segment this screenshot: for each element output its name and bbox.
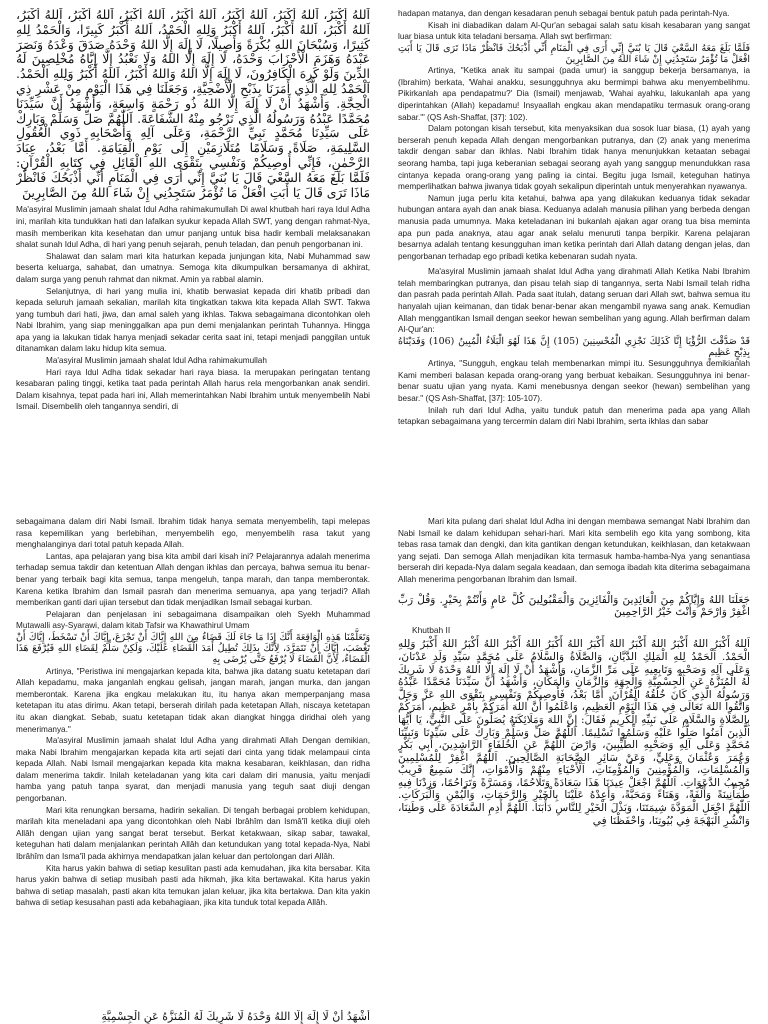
column-top-right	[398, 8, 750, 500]
paragraph: Mari kita pulang dari shalat Idul Adha ini dengan membawa semangat Nabi Ibrahim dan Nabi Ismail ke dalam kehidupan sehari-hari. Mari kita sembelih ego kita yang sombong, kita tebas rasa tamak dan dengki, dan kita gantikan dengan ketundukan, keikhlasan, dan ketakwaan yang sejati. Dan semoga Allah menjadikan kita termasuk hamba-hamba-Nya yang senantiasa berserah diri kepada-Nya dalam segala keadaan, dan semoga ibadah kita diterima sebagaimana Allah menerima pengorbanan Ibrahim dan Ismail.	[398, 517, 750, 584]
arabic-closing-prayer: جَعَلَنَا اللهُ وَإِيَّاكُمْ مِنَ الْعَائِدِينَ وَالْفَائِزِينَ وَالْمَقْبُولِينَ كُلَّ عَامٍ وَأَنْتُمْ بِخَيْرٍ. وَقُلْ رَبِّ اغْفِرْ وَارْحَمْ وَأَنْتَ خَيْرُ الرَّاحِمِينَ	[398, 593, 750, 619]
paragraph: Kisah ini diabadikan dalam Al-Qur'an sebagai salah satu kisah kesabaran yang sangat luar biasa untuk kita teladani bersama. Allah swt berfirman:	[398, 20, 750, 42]
paragraph: Selanjutnya, di hari yang mulia ini, khatib berwasiat kepada diri khatib pribadi dan kepada seluruh jamaah sekalian, marilah kita tingkatkan takwa kita kepada Allah SWT. Takwa yang tumbuh dari hati, jiwa, dan amal saleh yang ikhlas. Takwa sebagaimana dicontohkan oleh Nabi Ibrahim, yang siap meninggalkan apa pun demi menjalankan perintah Tuhannya. Hingga apa yang ia lakukan tidak hanya menjadi sekadar cerita saat ini, tetapi menjadi panggilan untuk ditanamkan dalam laku hidup kita semua.	[16, 286, 370, 354]
paragraph: Dalam potongan kisah tersebut, kita menyaksikan dua sosok luar biasa, (1) ayah yang berserah penuh kepada Allah dengan mengorbankan putranya, dan (2) anak yang menerima takdir dengan sabar dan ikhlas. Nabi Ibrahim tidak hanya menunjukkan ketaatan sebagai seorang hamba, tapi juga keberanian sebagai seorang ayah yang sanggup menundukkan rasa cintanya kepada orang-orang yang paling ia cintai. Begitu juga Ismail, keteguhan hatinya memperlihatkan bahwa jiwanya tidak goyah sekalipun diperintah untuk menyerahkan nyawanya.	[398, 124, 750, 192]
paragraph: Artinya, "Peristiwa ini mengajarkan kepada kita, bahwa jika datang suatu ketetapan dari Allah kepadamu, maka janganlah engkau gelisah, jangan marah, jangan murka, dan jangan memberontak. Karena jika engkau melakukan itu, itu hanya akan memperpanjang masa ketetapan itu atas dirimu. Akan tetapi, berserah dirilah pada ketetapan Allah, niscaya ketetapan itu akan diangkat. Sebab, suatu ketetapan tidak akan diangkat hingga diridhai oleh yang menerimanya."	[16, 666, 370, 734]
column-bottom-left	[16, 516, 370, 988]
paragraph: Kita harus yakin bahwa di setiap kesulitan pasti ada kemudahan, jika kita bersabar. Kita harus yakin bahwa di setiap musibah pasti ada hikmah, jika kita bertawakal. Kita harus yakin bahwa di setiap masalah, pasti akan kita temukan jalan keluar, jika kita bertakwa. Dan kita yakin bahwa di setiap kesusahan pasti ada kebahagiaan, jika kita tunduk total kepada Allâh.	[16, 863, 370, 908]
khutbah-heading: Khutbah II	[412, 624, 451, 635]
paragraph: Namun juga perlu kita ketahui, bahwa apa yang dilakukan keduanya tidak sekadar hubungan antara ayah dan anak biasa. Keduanya adalah manusia pilihan yang berbeda dengan manusia pada umumnya. Maka keteladanan ini bukanlah ajakan agar orang tua bisa meminta apa pun pada anaknya, atau agar anak selalu menuruti tanpa berpikir. Karena pelajaran besarnya adalah tentang kesungguhan iman ketika perintah dari Allah datang dengan jelas, dan pengorbanan terhadap ego pribadi ketika kebenaran sudah nyata.	[398, 193, 750, 261]
paragraph: Lantas, apa pelajaran yang bisa kita ambil dari kisah ini? Pelajarannya adalah menerima terhadap semua takdir dan ketentuan Allah dengan ikhlas dan percaya, bahwa semua itu benar-benar yang terbaik bagi kita semua, tanpa mengeluh, tanpa marah, dan tanpa memberontak. Karena ketika Ibrahim dan Ismail pasrah dan menerima semuanya, apa yang terjadi? Allah memberikan ganti dari ujian tersebut dan tidak menjadikan Ismail sebagai kurban.	[16, 551, 370, 608]
paragraph: Mari kita renungkan bersama, hadirin sekalian. Di tengah berbagai problem kehidupan, marilah kita meneladani apa yang dicontohkan oleh Nabi Ibrâhîm dan Ismâ'îl ketika diuji oleh Allâh dengan ujian yang sangat berat tersebut. Berkat ketakwaan, sikap sabar, tawakal, keteguhan hati dalam menjalankan perintah Allâh dan ketundukan yang total kepada-Nya, Nabi Ibrâhîm dan Isma'îl pada akhirnya mendapatkan jalan keluar dan pertolongan dari Allâh.	[16, 805, 370, 862]
paragraph: Pelajaran dan penjelasan ini sebagaimana disampaikan oleh Syekh Muhammad Mutawalli asy-Syarawi, dalam kitab Tafsir wa Khawathirul Umam	[16, 609, 370, 631]
paragraph: Shalawat dan salam mari kita haturkan kepada junjungan kita, Nabi Muhammad saw beserta keluarga, sahabat, dan umatnya. Semoga kita dikumpulkan bersamanya di akhirat, dalam surga yang penuh rahmat dan nikmat. Amin ya rabbal alamin.	[16, 251, 370, 284]
paragraph: Ma'asyiral Muslimin jamaah shalat Idul Adha rahimakumullah	[46, 356, 267, 366]
arabic-cutoff-line: أَشْهَدُ أَنْ لَا إِلَهَ إِلَّا اللهُ وَحْدَهُ لَا شَرِيكَ لَهُ الْمُنَزَّهُ عَنِ الْجِسْمِيَّةِ	[101, 1010, 370, 1023]
arabic-verse: فَلَمَّا بَلَغَ مَعَهُ السَّعْيَ قَالَ يَا بُنَيَّ إِنِّي أَرَى فِي الْمَنَامِ أَنِّي أَذْبَحُكَ فَانْظُرْ مَاذَا تَرَى قَالَ يَا أَبَتِ افْعَلْ مَا تُؤْمَرُ سَتَجِدُنِي إِنْ شَاءَ اللهُ مِنَ الصَّابِرِينَ	[398, 42, 750, 65]
paragraph: Ma'asyiral Muslimin jamaah shalat Idul Adha yang dirahmati Allah Dengan demikian, maka Nabi Ibrahim mengajarkan kepada kita arti sejati dari cinta yang tidak melampaui cinta kepada Allah. Nabi Ismail mengajarkan kepada kita makna kesabaran, keikhlasan, dan ridha dalam menerima takdir. Inilah keteladanan yang kita cari dalam diri manusia, yaitu menjadi hamba yang patuh tanpa syarat, dan menjadi manusia yang teguh saat diuji dengan pengorbanan.	[16, 736, 370, 804]
paragraph: Artinya, "Ketika anak itu sampai (pada umur) ia sanggup bekerja bersamanya, ia (Ibrahim) berkata, 'Wahai anakku, sesungguhnya aku bermimpi bahwa aku menyembelihmu. Pikirkanlah apa pendapatmu?' Dia (Ismail) menjawab, 'Wahai ayahku, lakukanlah apa yang diperintahkan (Allah) kepadamu! Insyaallah engkau akan mendapatiku termasuk orang-orang sabar.'" (QS Ash-Shaffat, [37]: 102).	[398, 66, 750, 122]
paragraph: sebagaimana dalam diri Nabi Ismail. Ibrahim tidak hanya semata menyembelih, tapi melepas rasa kepemilikan yang berlebihan, menyembelih ego, menyembelih rasa takut yang menghalanginya dari total patuh kepada Allah.	[16, 517, 370, 550]
paragraph: Hari raya Idul Adha tidak sekadar hari raya biasa. Ia merupakan peringatan tentang kesabaran paling tinggi, ketika taat pada perintah Allah harus rela mengorbankan anak sendiri. Dalam kisahnya, tepat pada hari ini, Allah memerintahkan Nabi Ibrahim untuk menyembelih Nabi Ismail. Disembelih oleh tangannya sendiri, di	[16, 367, 370, 412]
arabic-opening-text: اَللهُ أَكْبَرُ، اَللهُ أَكْبَرُ، اَللهُ أَكْبَرُ، اَللهُ أَكْبَرُ، اَللهُ أَكْبَرُ، اَللهُ أَكْبَرُ، اَللهُ أَكْبَرُ، اَللهُ أَكْبَرُ، اَللهُ أَكْبَرُ، اَللهُ أَكْبَرُ وَلِلهِ الْحَمْدُ، اَللهُ أَكْبَرُ كَبِيرًا، وَالْحَمْدُ لِلهِ كَثِيرًا، وَسُبْحَانَ اللهِ بُكْرَةً وَأَصِيلًا، لَا إِلَهَ إِلَّا اللهُ وَحْدَهُ صَدَقَ وَعْدَهُ وَنَصَرَ عَبْدَهُ وَهَزَمَ الْأَحْزَابَ وَحْدَهُ، لَا إِلَهَ إِلَّا اللهُ وَلَا نَعْبُدُ إِلَّا إِيَّاهُ مُخْلِصِينَ لَهُ الدِّينَ وَلَوْ كَرِهَ الْكَافِرُونَ، لَا إِلَهَ إِلَّا اللهُ وَاللهُ أَكْبَرُ، اَللهُ أَكْبَرُ وَلِلهِ الْحَمْدُ. اَلْحَمْدُ لِلهِ الَّذِي أَمَرَنَا بِذَبْحِ الْأُضْحِيَّةِ، وَجَعَلَنَا فِي هَذَا الْيَوْمِ مِنْ عَشْرِ ذِي الْحِجَّةِ. وَأَشْهَدُ أَنْ لَا إِلَهَ إِلَّا اللهُ ذُو رَحْمَةٍ وَاسِعَةٍ، وَأَشْهَدُ أَنَّ سَيِّدَنَا مُحَمَّدًا عَبْدُهُ وَرَسُولُهُ الَّذِي نَرْجُو مِنْهُ الشَّفَاعَةَ. اَللّٰهُمَّ صَلِّ وَسَلِّمْ وَبَارِكْ عَلَى سَيِّدِنَا مُحَمَّدٍ نَبِيِّ الرَّحْمَةِ، وَعَلَى آلِهِ وَأَصْحَابِهِ ذَوِي الْعُقُولِ السَّلِيمَةِ، صَلَاةً وَسَلَامًا مُتَلَازِمَيْنِ إِلَى يَوْمِ الْقِيَامَةِ. أَمَّا بَعْدُ، عِبَادَ الرَّحْمٰنِ، فَإِنِّي أُوصِيكُمْ وَنَفْسِي بِتَقْوَى اللهِ الْقَائِلِ فِي كِتَابِهِ الْقُرْآنِ: فَلَمَّا بَلَغَ مَعَهُ السَّعْيَ قَالَ يَا بُنَيَّ إِنِّي أَرَى فِي الْمَنَامِ أَنِّي أَذْبَحُكَ فَانْظُرْ مَاذَا تَرَى قَالَ يَا أَبَتِ افْعَلْ مَا تُؤْمَرُ سَتَجِدُنِي إِنْ شَاءَ اللهُ مِنَ الصَّابِرِينَ	[16, 8, 370, 200]
column-bottom-right	[398, 516, 750, 1020]
paragraph: Artinya, "Sungguh, engkau telah membenarkan mimpi itu. Sesungguhnya demikianlah Kami memberi balasan kepada orang-orang yang berbuat kebaikan. Sesungguhnya ini benar-benar suatu ujian yang nyata. Kami menebusnya dengan seekor (hewan) sembelihan yang besar." (QS Ash-Shaffat, [37]: 105-107).	[398, 359, 750, 404]
paragraph: Ma'asyiral Muslimin jamaah shalat Idul Adha yang dirahmati Allah Ketika Nabi Ibrahim telah membaringkan putranya, dan pisau telah siap di tangannya, serta Nabi Ismail telah ridha dan pasrah pada perintah Allah. Pada saat itulah, datang seruan dari Allah swt, bahwa semua itu hanyalah ujian keimanan, dan tidak benar-benar akan mengambil nyawa sang anak. Kemudian Allah menggantikan Ismail dengan seekor hewan sembelihan yang agung. Allah berfirman dalam Al-Qur'an:	[398, 267, 750, 335]
paragraph: Ma'asyiral Muslimin jamaah shalat Idul Adha rahimakumullah Di awal khutbah hari raya Idul Adha ini, marilah kita tundukkan hati dan lafalkan syukur kepada Allah SWT, yang dengan rahmat-Nya, masih memberikan kita kesehatan dan umur panjang untuk bisa hadir kembali melaksanakan shalat sunah Idul Adha, di hari yang penuh sejarah, penuh teladan, dan penuh pengorbanan ini.	[16, 205, 370, 250]
column-top-left	[16, 8, 370, 500]
arabic-khutbah-text: اَللهُ أَكْبَرُ اللهُ أَكْبَرُ اللهُ أَكْبَرُ اللهُ أَكْبَرُ اللهُ أَكْبَرُ اللهُ أَكْبَرُ اللهُ أَكْبَرُ اللهُ أَكْبَرُ وَلِلهِ الْحَمْدُ. اَلْحَمْدُ لِلهِ الْمَلِكِ الدَّيَّانِ، وَالصَّلَاةُ وَالسَّلَامُ عَلَى مُحَمَّدٍ سَيِّدِ وَلَدِ عَدْنَانَ، وَعَلَى آلِهِ وَصَحْبِهِ وَتَابِعِيهِ عَلَى مَرِّ الزَّمَانِ، وَأَشْهَدُ أَنْ لَا إِلَهَ إِلَّا اللهُ وَحْدَهُ لَا شَرِيكَ لَهُ الْمُنَزَّهُ عَنِ الْجِسْمِيَّةِ وَالْجِهَةِ وَالزَّمَانِ وَالْمَكَانِ، وَأَشْهَدُ أَنَّ سَيِّدَنَا مُحَمَّدًا عَبْدُهُ وَرَسُولُهُ الَّذِي كَانَ خُلُقُهُ الْقُرْآنَ. أَمَّا بَعْدُ، فَأُوصِيكُمْ وَنَفْسِي بِتَقْوَى اللهِ عَزَّ وَجَلَّ وَاتَّقُوا اللهَ تَعَالَى فِي هَذَا الْيَوْمِ الْعَظِيمِ، وَاعْلَمُوا أَنَّ اللهَ أَمَرَكُمْ بِأَمْرٍ عَظِيمٍ، أَمَرَكُمْ بِالصَّلَاةِ وَالسَّلَامِ عَلَى نَبِيِّهِ الْكَرِيمِ فَقَالَ: إِنَّ اللهَ وَمَلَائِكَتَهُ يُصَلُّونَ عَلَى النَّبِيِّ، يَا أَيُّهَا الَّذِينَ آمَنُوا صَلُّوا عَلَيْهِ وَسَلِّمُوا تَسْلِيمًا. اَللّٰهُمَّ صَلِّ وَسَلِّمْ وَبَارِكْ عَلَى سَيِّدِنَا وَنَبِيِّنَا مُحَمَّدٍ وَعَلَى آلِهِ وَصَحْبِهِ الطَّيِّبِينَ، وَارْضَ اللّٰهُمَّ عَنِ الْخُلَفَاءِ الرَّاشِدِينَ، أَبِي بَكْرٍ وَعُمَرَ وَعُثْمَانَ وَعَلِيٍّ، وَعَنْ سَائِرِ الصَّحَابَةِ الصَّالِحِينَ. اَللّٰهُمَّ اغْفِرْ لِلْمُسْلِمِينَ وَالْمُسْلِمَاتِ، وَالْمُؤْمِنِينَ وَالْمُؤْمِنَاتِ، اَلْأَحْيَاءِ مِنْهُمْ وَالْأَمْوَاتِ، إِنَّكَ سَمِيعٌ قَرِيبٌ مُجِيبُ الدَّعَوَاتِ. اَللّٰهُمَّ اجْعَلْ عِيدَنَا هَذَا سَعَادَةً وَتَلَاحُمًا، وَمَسَرَّةً وَتَرَاحُمًا، وَزِدْنَا فِيهِ طُمَأْنِينَةً وَأُلْفَةً، وَهَنَاءً وَمَحَبَّةً، وَأَعِدْهُ عَلَيْنَا بِالْخَيْرِ وَالرَّحَمَاتِ، وَالْيُمْنِ وَالْبَرَكَاتِ. اَللّٰهُمَّ اجْعَلِ الْمَوَدَّةَ شِيمَتَنَا، وَبَذْلَ الْخَيْرِ لِلنَّاسِ دَأْبَنَا. اَللّٰهُمَّ أَدِمِ السَّعَادَةَ عَلَى وَطَنِنَا، وَانْشُرِ الْبَهْجَةَ فِي بُيُوتِنَا، وَاحْفَظْنَا فِي	[398, 638, 750, 827]
paragraph: Inilah ruh dari Idul Adha, yaitu tunduk patuh dan menerima pada apa yang Allah tetapkan sebagaimana yang tercermin dalam diri Nabi Ibrahim, serta ikhlas dan sabar	[398, 405, 750, 427]
arabic-verse: قَدْ صَدَّقْتَ الرُّؤْيَا إِنَّا كَذَلِكَ نَجْزِي الْمُحْسِنِينَ (105) إِنَّ هَذَا لَهُوَ الْبَلَاءُ الْمُبِينُ (106) وَفَدَيْنَاهُ بِذِبْحٍ عَظِيمٍ	[398, 335, 750, 359]
paragraph: hadapan matanya, dan dengan kesadaran penuh sebagai bentuk patuh pada perintah-Nya.	[398, 9, 730, 18]
arabic-quote: وَتَعَلَّمْنَا هَذِهِ الْوَاقِعَةَ أَنَّكَ إِذَا مَا جَاءَ لَكَ قَضَاءٌ مِنَ اللهِ إِيَّاكَ أَنْ تَجْزَعَ، إِيَّاكَ أَنْ تَسْخَطَ، إِيَّاكَ أَنْ تَغْضَبَ، إِيَّاكَ أَنْ تَتَمَرَّدَ، لِأَنَّكَ بِذَلِكَ تُطِيلُ أَمَدَ الْقَضَاءِ عَلَيْكَ، وَلَكِنْ سَلِّمْ لِقَضَاءِ اللهِ فَيُرْفَعَ هَذَا الْقَضَاءُ، لِأَنَّ الْقَضَاءَ لَا يُرْفَعُ حَتَّى يُرْضَى بِهِ	[16, 631, 370, 666]
